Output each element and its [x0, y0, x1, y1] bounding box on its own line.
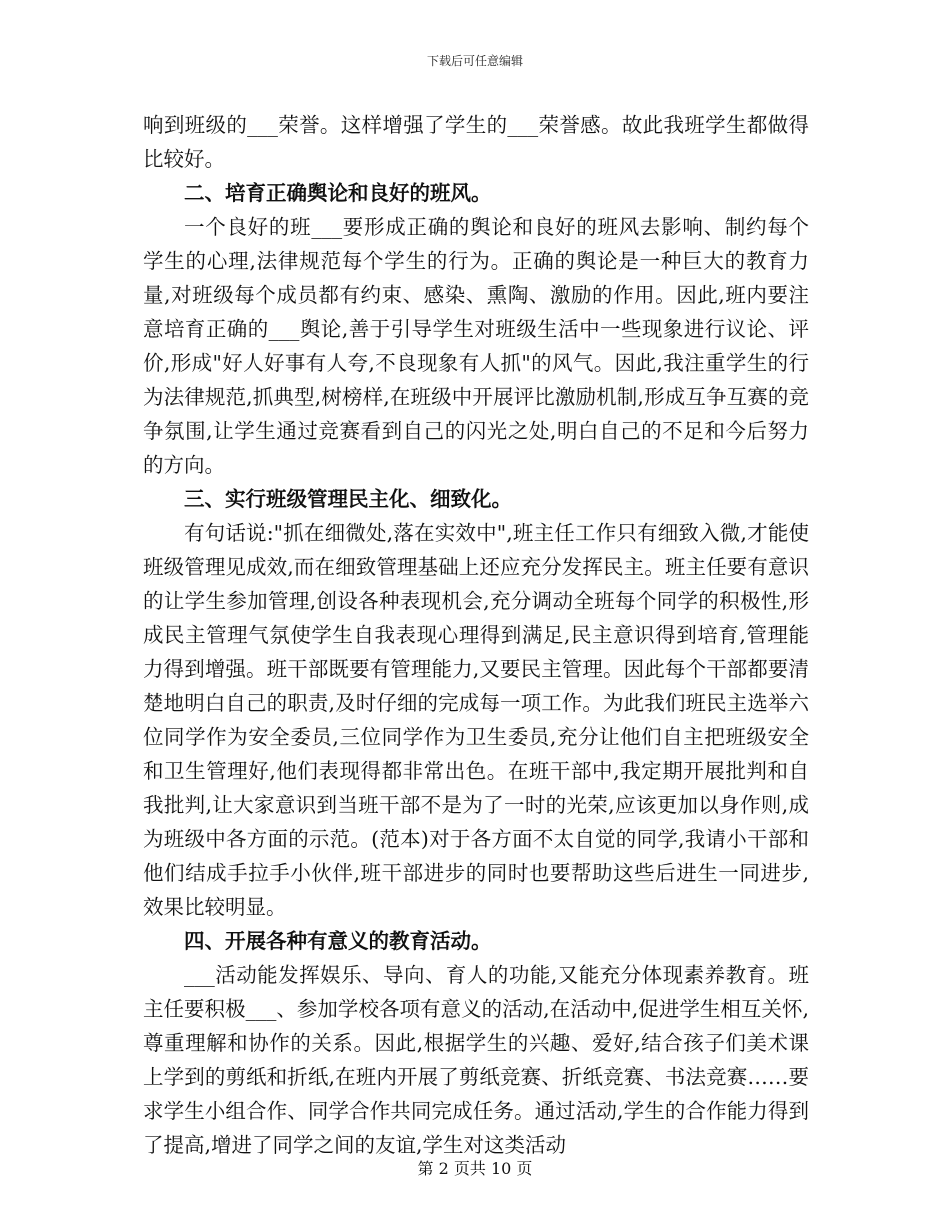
document-body [143, 108, 809, 1162]
paragraph-education-activities: ___活动能发挥娱乐、导向、育人的功能,又能充分体现素养教育。班主任要积极___、参加学校各项有意义的活动,在活动中,促进学生相互关怀,尊重理解和协作的关系。因此,根据学生的兴趣、爱好,结合孩子们美术课上学到的剪纸和折纸,在班内开展了剪纸竞赛、折纸竞赛、书法竞赛……要求学生小组合作、同学合作共同完成任务。通过活动,学生的合作能力得到了提高,增进了同学之间的友谊,学生对这类活动 [143, 963, 809, 1157]
section-heading-2: 二、培育正确舆论和良好的班风。 [184, 181, 492, 205]
page-number: 第 2 页共 10 页 [417, 1159, 533, 1178]
paragraph-democratic-management: 有句话说:"抓在细微处,落在实效中",班主任工作只有细致入微,才能使班级管理见成效,而在细致管理基础上还应充分发挥民主。班主任要有意识的让学生参加管理,创设各种表现机会,充分调动全班每个同学的积极性,形成民主管理气氛使学生自我表现心理得到满足,民主意识得到培育,管理能力得到增强。班干部既要有管理能力,又要民主管理。因此每个干部都要清楚地明白自己的职责,及时仔细的完成每一项工作。为此我们班民主选举六位同学作为安全委员,三位同学作为卫生委员,充分让他们自主把班级安全和卫生管理好,他们表现得都非常出色。在班干部中,我定期开展批判和自我批判,让大家意识到当班干部不是为了一时的光荣,应该更加以身作则,成为班级中各方面的示范。(范本)对于各方面不太自觉的同学,我请小干部和他们结成手拉手小伙伴,班干部进步的同时也要帮助这些后进生一同进步,效果比较明显。 [143, 521, 809, 919]
section-heading-4: 四、开展各种有意义的教育活动。 [184, 929, 492, 953]
page-header: 下载后可任意编辑 [426, 54, 523, 68]
section-heading-3: 三、实行班级管理民主化、细致化。 [184, 487, 512, 511]
paragraph-continuation: 响到班级的___荣誉。这样增强了学生的___荣誉感。故此我班学生都做得比较好。 [143, 113, 809, 171]
paragraph-public-opinion: 一个良好的班___要形成正确的舆论和良好的班风去影响、制约每个学生的心理,法律规范每个学生的行为。正确的舆论是一种巨大的教育力量,对班级每个成员都有约束、感染、熏陶、激励的作用。因此,班内要注意培育正确的___舆论,善于引导学生对班级生活中一些现象进行议论、评价,形成"好人好事有人夸,不良现象有人抓"的风气。因此,我注重学生的行为法律规范,抓典型,树榜样,在班级中开展评比激励机制,形成互争互赛的竞争氛围,让学生通过竞赛看到自己的闪光之处,明白自己的不足和今后努力的方向。 [143, 215, 809, 477]
